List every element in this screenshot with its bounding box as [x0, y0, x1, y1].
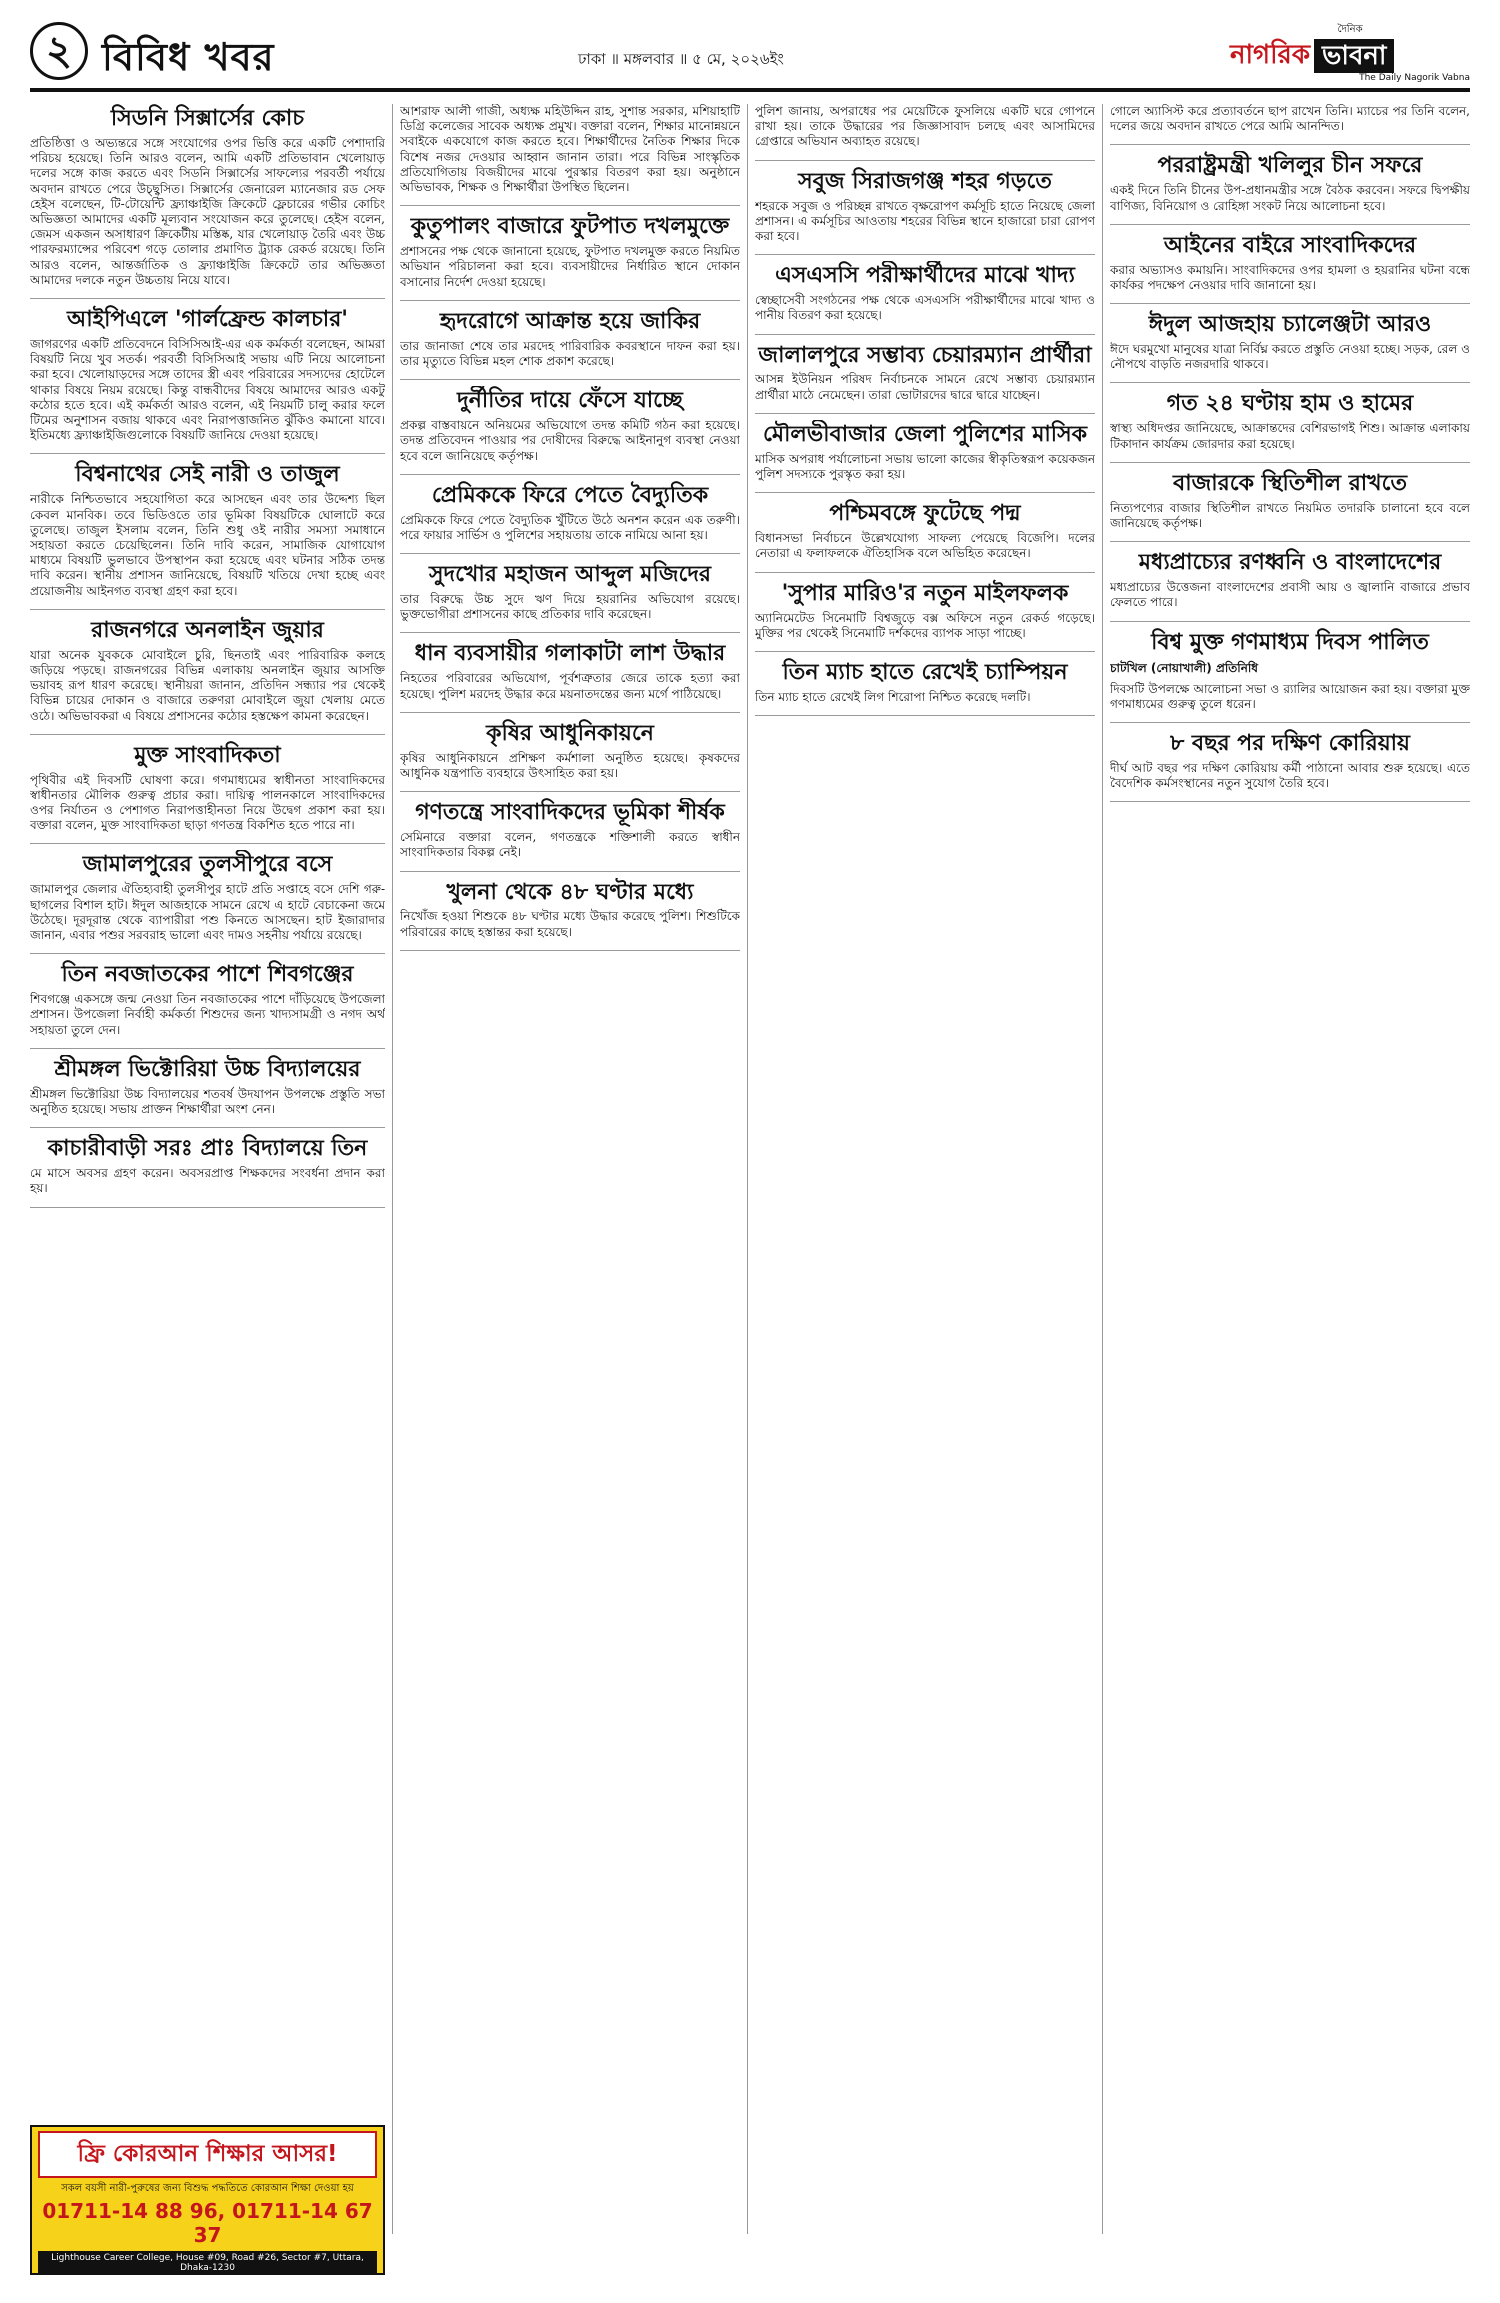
column-2 — [400, 104, 740, 957]
article-body: পৃথিবীর এই দিবসটি ঘোষণা করে। গণমাধ্যমের স্বাধীনতা সাংবাদিকদের স্বাধীনতার মৌলিক গুরুত্ব প্রচার করা। দায়িত্ব পালনকালে সাংবাদিকদের ওপর নির্যাতন ও পেশাগত নিরাপত্তাহীনতা নিয়ে উদ্বেগ প্রকাশ করা হয়। বক্তারা বলেন, মুক্ত সাংবাদিকতা ছাড়া গণতন্ত্র বিকশিত হতে পারে না। — [30, 772, 385, 833]
news-article — [30, 741, 385, 834]
page-number-badge: ২ — [30, 22, 88, 80]
article-headline[interactable]: সিডনি সিক্সার্সের কোচ — [110, 106, 305, 131]
article-headline[interactable]: মৌলভীবাজার জেলা পুলিশের মাসিক — [762, 421, 1088, 447]
article-body: মে মাসে অবসর গ্রহণ করেন। অবসরপ্রাপ্ত শিক্ষকদের সংবর্ধনা প্রদান করা হয়। — [30, 1166, 385, 1196]
logo-subtitle: The Daily Nagorik Vabna — [1359, 73, 1470, 83]
article-body: জামালপুর জেলার ঐতিহ্যবাহী তুলসীপুর হাটে প্রতি সপ্তাহে বসে দেশি গরু-ছাগলের বিশাল হাট। ঈদুল আজহাকে সামনে রেখে এ হাটে বেচাকেনা জমে উঠেছে। দূরদূরান্ত থেকে ব্যাপারীরা পশু কিনতে আসছেন। হাট ইজারাদার জানান, এবার পশুর সরবরাহ ভালো এবং দামও সহনীয় পর্যায়ে রয়েছে। — [30, 882, 385, 943]
news-article — [1110, 469, 1470, 531]
news-article — [400, 481, 740, 543]
article-separator — [755, 254, 1095, 255]
news-article — [400, 386, 740, 464]
article-body: নিহতের পরিবারের অভিযোগ, পূর্বশত্রুতার জেরে তাকে হত্যা করা হয়েছে। পুলিশ মরদেহ উদ্ধার করে ময়নাতদন্তের জন্য মর্গে পাঠিয়েছে। — [400, 671, 740, 701]
article-body: পুলিশ জানায়, অপরাধের পর মেয়েটিকে ফুসলিয়ে একটি ঘরে গোপনে রাখা হয়। তাকে উদ্ধারের পর জিজ্ঞাসাবাদ চলছে এবং আসামিদের গ্রেপ্তারে অভিযান অব্যাহত রয়েছে। — [755, 104, 1095, 149]
article-body: কৃষির আধুনিকায়নে প্রশিক্ষণ কর্মশালা অনুষ্ঠিত হয়েছে। কৃষকদের আধুনিক যন্ত্রপাতি ব্যবহারে উৎসাহিত করা হয়। — [400, 750, 740, 780]
article-headline[interactable]: ৮ বছর পর দক্ষিণ কোরিয়ায় — [1170, 730, 1410, 756]
article-headline[interactable]: 'সুপার মারিও'র নতুন মাইলফলক — [781, 580, 1069, 606]
article-headline[interactable]: কুতুপালং বাজারে ফুটপাত দখলমুক্তে — [410, 214, 730, 240]
article-separator — [400, 871, 740, 872]
article-separator — [755, 572, 1095, 573]
article-body: আশরাফ আলী গাজী, অধ্যক্ষ মহিউদ্দিন রাহ, সুশান্ত সরকার, মশিয়াহাটি ডিগ্রি কলেজের সাবেক অধ্যক্ষ প্রমুখ। বক্তারা বলেন, শিক্ষার মানোন্নয়নে সবাইকে একযোগে কাজ করতে হবে। শিক্ষার্থীদের নৈতিক শিক্ষার দিকে বিশেষ নজর দেওয়ার আহ্বান জানান তারা। পরে বিভিন্ন সাংস্কৃতিক প্রতিযোগিতায় বিজয়ীদের মাঝে পুরস্কার বিতরণ করা হয়। অনুষ্ঠানে অভিভাবক, শিক্ষক ও শিক্ষার্থীরা উপস্থিত ছিলেন। — [400, 104, 740, 195]
article-headline[interactable]: বিশ্বনাথের সেই নারী ও তাজুল — [75, 462, 340, 488]
article-headline[interactable]: শ্রীমঙ্গল ভিক্টোরিয়া উচ্চ বিদ্যালয়ের — [54, 1056, 361, 1082]
news-article — [400, 639, 740, 701]
masthead — [30, 22, 1470, 83]
article-body: অ্যানিমেটেড সিনেমাটি বিশ্বজুড়ে বক্স অফিসে নতুন রেকর্ড গড়েছে। মুক্তির পর থেকেই সিনেমাটি দর্শকদের ব্যাপক সাড়া পাচ্ছে। — [755, 610, 1095, 640]
article-separator — [755, 651, 1095, 652]
article-headline[interactable]: ধান ব্যবসায়ীর গলাকাটা লাশ উদ্ধার — [414, 641, 726, 667]
article-body: ঈদে ঘরমুখো মানুষের যাত্রা নির্বিঘ্ন করতে প্রস্তুতি নেওয়া হচ্ছে। সড়ক, রেল ও নৌপথে বাড়তি নজরদারি থাকবে। — [1110, 342, 1470, 372]
article-headline[interactable]: গত ২৪ ঘণ্টায় হাম ও হামের — [1166, 391, 1414, 417]
article-headline[interactable]: বাজারকে স্থিতিশীল রাখতে — [1173, 470, 1407, 496]
article-separator — [400, 553, 740, 554]
article-body: শ্রীমঙ্গল ভিক্টোরিয়া উচ্চ বিদ্যালয়ের শতবর্ষ উদযাপন উপলক্ষে প্রস্তুতি সভা অনুষ্ঠিত হয়েছে। সভায় প্রাক্তন শিক্ষার্থীরা অংশ নেন। — [30, 1086, 385, 1116]
ad-phone: 01711-14 88 96, 01711-14 67 37 — [42, 2199, 373, 2247]
news-article — [755, 658, 1095, 705]
article-body: সেমিনারে বক্তারা বলেন, গণতন্ত্রকে শক্তিশালী করতে স্বাধীন সাংবাদিকতার বিকল্প নেই। — [400, 830, 740, 860]
column-3 — [755, 104, 1095, 722]
article-body: দিবসটি উপলক্ষে আলোচনা সভা ও র‌্যালির আয়োজন করা হয়। বক্তারা মুক্ত গণমাধ্যমের গুরুত্ব তুলে ধরেন। — [1110, 681, 1470, 711]
article-body: প্রশাসনের পক্ষ থেকে জানানো হয়েছে, ফুটপাত দখলমুক্ত করতে নিয়মিত অভিযান পরিচালনা করা হবে। ব্যবসায়ীদের নির্ধারিত স্থানে দোকান বসানোর নির্দেশ দেওয়া হয়েছে। — [400, 244, 740, 289]
article-separator — [400, 791, 740, 792]
news-article — [30, 305, 385, 443]
article-separator — [400, 712, 740, 713]
article-body: শিবগঞ্জে একসঙ্গে জন্ম নেওয়া তিন নবজাতকের পাশে দাঁড়িয়েছে উপজেলা প্রশাসন। উপজেলা নির্বাহী কর্মকর্তা শিশুদের জন্য খাদ্যসামগ্রী ও নগদ অর্থ সহায়তা তুলে দেন। — [30, 992, 385, 1037]
news-article — [400, 104, 740, 195]
article-separator — [400, 950, 740, 951]
article-headline[interactable]: মধ্যপ্রাচ্যের রণধ্বনি ও বাংলাদেশের — [1138, 550, 1442, 576]
article-separator — [1110, 224, 1470, 225]
article-body: নিত্যপণ্যের বাজার স্থিতিশীল রাখতে নিয়মিত তদারকি চালানো হবে বলে জানিয়েছে কর্তৃপক্ষ। — [1110, 500, 1470, 530]
article-body: স্বেচ্ছাসেবী সংগঠনের পক্ষ থেকে এসএসসি পরীক্ষার্থীদের মাঝে খাদ্য ও পানীয় বিতরণ করা হয়েছে। — [755, 293, 1095, 323]
article-headline[interactable]: প্রেমিককে ফিরে পেতে বৈদ্যুতিক — [431, 482, 709, 508]
article-body: নিখোঁজ হওয়া শিশুকে ৪৮ ঘণ্টার মধ্যে উদ্ধার করেছে পুলিশ। শিশুটিকে পরিবারের কাছে হস্তান্তর করা হয়েছে। — [400, 909, 740, 939]
article-body: শহরকে সবুজ ও পরিচ্ছন্ন রাখতে বৃক্ষরোপণ কর্মসূচি হাতে নিয়েছে জেলা প্রশাসন। এ কর্মসূচির আওতায় শহরের বিভিন্ন স্থানে হাজারো চারা রোপণ করা হবে। — [755, 198, 1095, 243]
article-separator — [1110, 462, 1470, 463]
column-1 — [30, 104, 385, 1214]
masthead-rule — [30, 88, 1470, 92]
news-article — [30, 1055, 385, 1117]
news-article — [400, 307, 740, 369]
article-separator — [30, 953, 385, 954]
article-body: নারীকে নিশ্চিতভাবে সহযোগিতা করে আসছেন এবং তার উদ্দেশ্য ছিল কেবল মানবিক। তবে ভিডিওতে তার ভূমিকা বিষয়টিকে ঘোলাটে করে তুলেছে। তাজুল ইসলাম বলেন, তিনি শুধু ওই নারীর সমস্যা সমাধানে সহায়তা করতে চেয়েছিলেন। তিনি দাবি করেন, সামাজিক যোগাযোগ মাধ্যমে বিষয়টি ভুলভাবে উপস্থাপন করা হয়েছে এবং ঘটনার সঠিক তদন্ত দাবি করেন। স্থানীয় প্রশাসন জানিয়েছে, বিষয়টি খতিয়ে দেখা হচ্ছে এবং প্রয়োজনীয় আইনগত ব্যবস্থা গ্রহণ করা হবে। — [30, 492, 385, 598]
article-headline[interactable]: গণতন্ত্রে সাংবাদিকদের ভূমিকা শীর্ষক — [415, 800, 725, 826]
newspaper-logo — [1230, 22, 1470, 83]
news-article — [1110, 231, 1470, 293]
logo-word-2: ভাবনা — [1314, 39, 1394, 73]
quran-class-advertisement — [30, 2125, 385, 2275]
article-separator — [755, 413, 1095, 414]
news-article — [30, 1134, 385, 1196]
logo-wordmark — [1230, 39, 1470, 73]
news-article — [400, 212, 740, 290]
article-separator — [1110, 303, 1470, 304]
article-body: গোলে অ্যাসিস্ট করে প্রত্যাবর্তনে ছাপ রাখেন তিনি। ম্যাচের পর তিনি বলেন, দলের জয়ে অবদান রাখতে পেরে আমি আনন্দিত। — [1110, 104, 1470, 134]
article-body: করার অভ্যাসও কমায়নি। সাংবাদিকদের ওপর হামলা ও হয়রানির ঘটনা বন্ধে কার্যকর পদক্ষেপ নেওয়ার দাবি জানানো হয়। — [1110, 262, 1470, 292]
article-body: একই দিনে তিনি চীনের উপ-প্রধানমন্ত্রীর সঙ্গে বৈঠক করবেন। সফরে দ্বিপক্ষীয় বাণিজ্য, বিনিয়োগ ও রোহিঙ্গা সংকট নিয়ে আলোচনা হবে। — [1110, 183, 1470, 213]
article-separator — [1110, 722, 1470, 723]
news-article — [755, 499, 1095, 561]
article-headline[interactable]: দুর্নীতির দায়ে ফেঁসে যাচ্ছে — [457, 388, 683, 414]
article-separator — [30, 298, 385, 299]
news-article — [30, 616, 385, 724]
article-headline[interactable]: পশ্চিমবঙ্গে ফুটেছে পদ্ম — [829, 501, 1021, 527]
article-headline[interactable]: জামালপুরের তুলসীপুরে বসে — [82, 852, 333, 878]
ad-description: সকল বয়সী নারী-পুরুষের জন্য বিশুদ্ধ পদ্ধতিতে কোরআন শিক্ষা দেওয়া হয় — [61, 2183, 354, 2194]
article-headline[interactable]: আইনের বাইরে সাংবাদিকদের — [1163, 232, 1417, 258]
article-body: প্রকল্প বাস্তবায়নে অনিয়মের অভিযোগে তদন্ত কমিটি গঠন করা হয়েছে। তদন্ত প্রতিবেদন পাওয়ার পর দোষীদের বিরুদ্ধে আইনানুগ ব্যবস্থা নেওয়া হবে বলে জানিয়েছে কর্তৃপক্ষ। — [400, 418, 740, 463]
news-article — [1110, 151, 1470, 213]
logo-top-text: দৈনিক — [1337, 24, 1363, 35]
column-divider — [747, 104, 748, 2234]
article-separator — [755, 160, 1095, 161]
article-body: মধ্যপ্রাচ্যের উত্তেজনা বাংলাদেশের প্রবাসী আয় ও জ্বালানি বাজারে প্রভাব ফেলতে পারে। — [1110, 580, 1470, 610]
news-article — [755, 104, 1095, 150]
article-separator — [1110, 144, 1470, 145]
news-article — [1110, 548, 1470, 610]
article-headline[interactable]: তিন ম্যাচ হাতে রেখেই চ্যাম্পিয়ন — [782, 659, 1068, 685]
article-separator — [30, 1127, 385, 1128]
article-separator — [755, 492, 1095, 493]
news-article — [755, 579, 1095, 641]
logo-word-1: নাগরিক — [1230, 40, 1311, 70]
issue-date: ঢাকা ॥ মঙ্গলবার ॥ ৫ মে, ২০২৬ইং — [578, 50, 784, 68]
article-separator — [400, 379, 740, 380]
article-body: যারা অনেক যুবককে মোবাইলে চুরি, ছিনতাই এবং পারিবারিক কলহে জড়িয়ে পড়ছে। রাজনগরের বিভিন্ন এলাকায় অনলাইন জুয়ার আসক্তি ভয়াবহ রূপ ধারণ করেছে। স্থানীয়রা জানান, প্রতিদিন সন্ধ্যার পর থেকেই বিভিন্ন চায়ের দোকান ও বাজারে তরুণরা মোবাইলে জুয়া খেলায় মেতে ওঠে। অভিভাবকরা এ বিষয়ে প্রশাসনের কঠোর হস্তক্ষেপ কামনা করেছেন। — [30, 647, 385, 723]
article-body: দীর্ঘ আট বছর পর দক্ষিণ কোরিয়ায় কর্মী পাঠানো আবার শুরু হয়েছে। এতে বৈদেশিক কর্মসংস্থানের নতুন সুযোগ তৈরি হবে। — [1110, 760, 1470, 791]
news-article — [755, 420, 1095, 482]
article-body: জাগরণের একটি প্রতিবেদনে বিসিসিআই-এর এক কর্মকর্তা বলেছেন, আমরা বিষয়টি নিয়ে খুব সতর্ক। পরবর্তী বিসিসিআই সভায় এটি নিয়ে আলোচনা করা হবে। খেলোয়াড়দের সঙ্গে তাদের স্ত্রী এবং পরিবারের সদস্যদের হোটেলে থাকার বিষয়ে নিয়ম রয়েছে। কিন্তু বান্ধবীদের বিষয়ে আমাদের আরও একটু কঠোর হতে হবে। এই কর্মকর্তা আরও বলেন, এই নিয়মটি চালু করার ফলে টিমের অনুশাসন বজায় থাকবে এবং নিরাপত্তাজনিত ঝুঁকিও কমানো যাবে। ইতিমধ্যে ফ্র্যাঞ্চাইজিগুলোকে বিষয়টি জানিয়ে দেওয়া হয়েছে। — [30, 336, 385, 443]
news-article — [755, 261, 1095, 323]
article-body: আসন্ন ইউনিয়ন পরিষদ নির্বাচনকে সামনে রেখে সম্ভাব্য চেয়ারম্যান প্রার্থীরা মাঠে নেমেছেন। তারা ভোটারদের দ্বারে দ্বারে যাচ্ছেন। — [755, 372, 1095, 402]
article-body: প্রতিষ্ঠিত্তা ও অভ্যন্তরে সঙ্গে সংযোগের ওপর ভিত্তি করে একটি পেশাদারি পরিচয় হয়েছে। তিনি আরও বলেন, আমি একটি প্রতিভাবান খেলোয়াড় দলের সঙ্গে কাজ করতে এবং সিডনি সিক্সার্সের সাফল্যের পরবর্তী পর্যায়ে অবদান রাখতে পেরে উচ্ছ্বসিত। সিক্সার্সের জেনারেল ম্যানেজার রড সেফ হেইস বলেছেন, টি-টোয়েন্টি ফ্র্যাঞ্চাইজি ক্রিকেটে ফ্লেচারের গভীর কোচিং অভিজ্ঞতা আমাদের একটি মূল্যবান সংযোজন করে তুলেছে। হেইস বলেন, জেমস একজন অসাধারণ ক্রিকেটীয় মস্তিষ্ক, যার খেলোয়াড় তৈরি এবং উচ্চ পারফরম্যান্সের পরিবেশ গড়ে তোলার প্রমাণিত ট্র্যাক রেকর্ড রয়েছে। তিনি আরও বলেন, আন্তর্জাতিক ও ফ্র্যাঞ্চাইজি ক্রিকেটে তার অভিজ্ঞতা আমাদের দলকে নতুন উচ্চতায় নিয়ে যাবে। — [30, 135, 385, 287]
article-headline[interactable]: তিন নবজাতকের পাশে শিবগঞ্জের — [61, 962, 354, 988]
article-separator — [30, 609, 385, 610]
article-separator — [1110, 801, 1470, 802]
article-byline: চাটখিল (নোয়াখালী) প্রতিনিধি — [1110, 660, 1259, 675]
news-article — [400, 719, 740, 781]
news-article — [755, 341, 1095, 403]
news-article — [1110, 310, 1470, 372]
news-article — [1110, 389, 1470, 451]
article-headline[interactable]: রাজনগরে অনলাইন জুয়ার — [91, 617, 324, 643]
column-divider — [1102, 104, 1103, 2234]
article-body: তিন ম্যাচ হাতে রেখেই লিগ শিরোপা নিশ্চিত করেছে দলটি। — [755, 689, 1031, 704]
article-headline[interactable]: পররাষ্ট্রমন্ত্রী খলিলুর চীন সফরে — [1157, 153, 1423, 179]
article-separator — [400, 632, 740, 633]
article-separator — [30, 734, 385, 735]
article-separator — [30, 1207, 385, 1208]
column-divider — [392, 104, 393, 2234]
article-headline[interactable]: হৃদরোগে আক্রান্ত হয়ে জাকির — [439, 308, 701, 334]
news-article — [1110, 628, 1470, 712]
article-separator — [30, 843, 385, 844]
ad-title: ফ্রি কোরআন শিক্ষার আসর! — [38, 2131, 377, 2178]
article-headline[interactable]: এসএসসি পরীক্ষার্থীদের মাঝে খাদ্য — [775, 263, 1075, 289]
article-headline[interactable]: বিশ্ব মুক্ত গণমাধ্যম দিবস পালিত — [1151, 629, 1429, 655]
article-headline[interactable]: সুদখোর মহাজন আব্দুল মজিদের — [429, 562, 711, 588]
article-headline[interactable]: সবুজ সিরাজগঞ্জ শহর গড়তে — [798, 168, 1052, 194]
article-headline[interactable]: ঈদুল আজহায় চ্যালেঞ্জটা আরও — [1148, 312, 1432, 338]
news-article — [30, 104, 385, 288]
article-headline[interactable]: কাচারীবাড়ী সরঃ প্রাঃ বিদ্যালয়ে তিন — [47, 1136, 368, 1162]
article-separator — [1110, 382, 1470, 383]
article-separator — [400, 474, 740, 475]
article-headline[interactable]: মুক্ত সাংবাদিকতা — [134, 742, 281, 768]
article-separator — [400, 205, 740, 206]
news-article — [30, 960, 385, 1038]
article-headline[interactable]: জালালপুরে সম্ভাব্য চেয়ারম্যান প্রার্থীরা — [758, 342, 1092, 368]
news-article — [400, 560, 740, 622]
article-body: মাসিক অপরাধ পর্যালোচনা সভায় ভালো কাজের স্বীকৃতিস্বরূপ কয়েকজন পুলিশ সদস্যকে পুরস্কৃত করা হয়। — [755, 451, 1095, 482]
article-separator — [755, 334, 1095, 335]
article-separator — [30, 453, 385, 454]
news-article — [755, 167, 1095, 245]
article-separator — [400, 300, 740, 301]
article-body: বিধানসভা নির্বাচনে উল্লেখযোগ্য সাফল্য পেয়েছে বিজেপি। দলের নেতারা এ ফলাফলকে ঐতিহাসিক বলে অভিহিত করেছেন। — [755, 531, 1095, 561]
article-body: তার বিরুদ্ধে উচ্চ সুদে ঋণ দিয়ে হয়রানির অভিযোগ রয়েছে। ভুক্তভোগীরা প্রশাসনের কাছে প্রতিকার দাবি করেছেন। — [400, 592, 740, 622]
news-article — [400, 878, 740, 940]
article-separator — [1110, 541, 1470, 542]
article-body: স্বাস্থ্য অধিদপ্তর জানিয়েছে, আক্রান্তদের বেশিরভাগই শিশু। আক্রান্ত এলাকায় টিকাদান কার্যক্রম জোরদার করা হয়েছে। — [1110, 421, 1470, 451]
article-headline[interactable]: কৃষির আধুনিকায়নে — [486, 720, 654, 746]
news-article — [1110, 104, 1470, 134]
article-headline[interactable]: খুলনা থেকে ৪৮ ঘণ্টার মধ্যে — [446, 879, 694, 905]
news-article — [30, 460, 385, 598]
article-separator — [755, 715, 1095, 716]
article-separator — [30, 1048, 385, 1049]
news-article — [30, 850, 385, 943]
news-article — [400, 798, 740, 860]
ad-address: Lighthouse Career College, House #09, Road #26, Sector #7, Uttara, Dhaka-1230 — [38, 2251, 377, 2275]
section-title: বিবিধ খবর — [102, 35, 275, 79]
article-headline[interactable]: আইপিএলে 'গার্লফ্রেন্ড কালচার' — [66, 306, 349, 332]
column-4 — [1110, 104, 1470, 808]
article-body: তার জানাজা শেষে তার মরদেহ পারিবারিক কবরস্থানে দাফন করা হয়। তার মৃত্যুতে বিভিন্ন মহল শোক প্রকাশ করেছে। — [400, 338, 740, 368]
article-separator — [1110, 621, 1470, 622]
article-body: প্রেমিককে ফিরে পেতে বৈদ্যুতিক খুঁটিতে উঠে অনশন করেন এক তরুণী। পরে ফায়ার সার্ভিস ও পুলিশের সহায়তায় তাকে নামিয়ে আনা হয়। — [400, 512, 740, 542]
news-article — [1110, 729, 1470, 791]
